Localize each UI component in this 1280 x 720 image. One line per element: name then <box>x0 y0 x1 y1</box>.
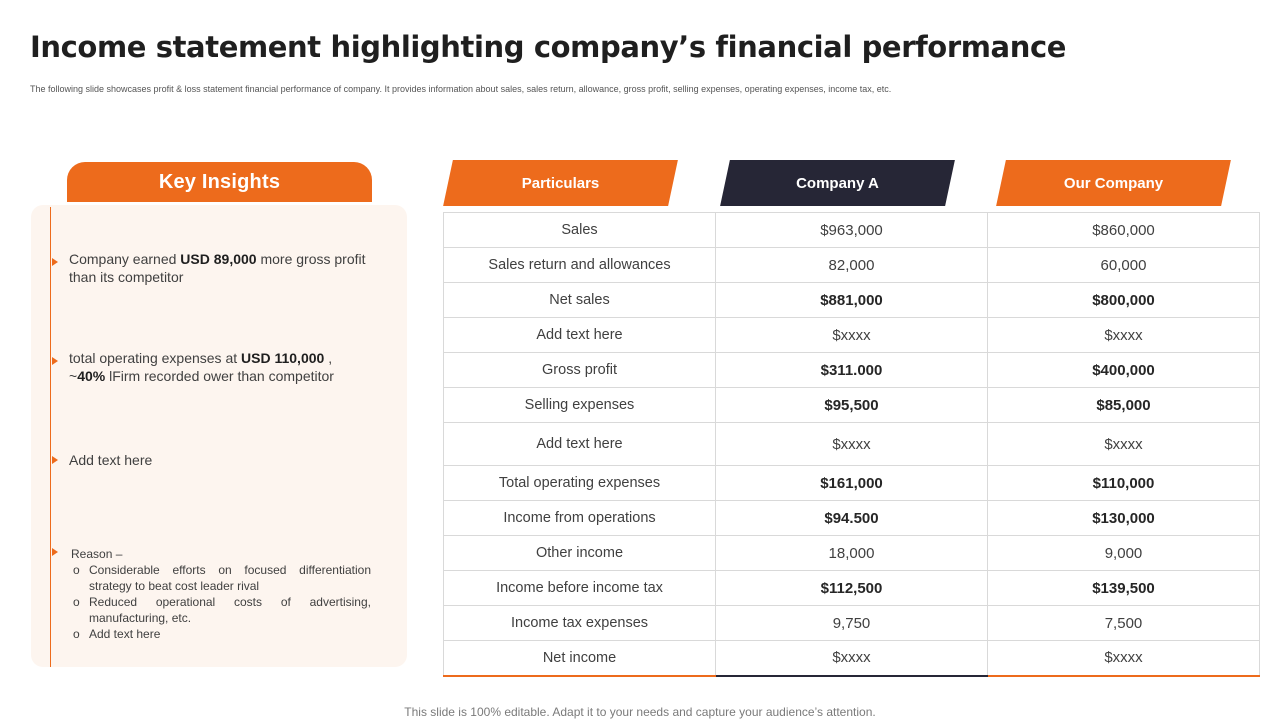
bullet-arrow-icon <box>52 456 58 464</box>
cell-company-a: 82,000 <box>716 248 988 283</box>
table-row <box>444 466 1260 501</box>
bullet-arrow-icon <box>52 258 58 266</box>
table-row <box>444 423 1260 466</box>
cell-company-a: $963,000 <box>716 213 988 248</box>
cell-our-company: $xxxx <box>988 318 1260 353</box>
cell-company-a: 18,000 <box>716 536 988 571</box>
column-header-our-company: Our Company <box>1001 160 1226 206</box>
cell-particular: Sales return and allowances <box>444 248 716 283</box>
cell-our-company: $xxxx <box>988 641 1260 676</box>
cell-particular: Other income <box>444 536 716 571</box>
insights-header-label: Key Insights <box>158 170 281 193</box>
insight-item-1: Company earned USD 89,000 more gross profit than its competitor <box>69 251 366 285</box>
table-row <box>444 318 1260 353</box>
cell-particular: Add text here <box>444 423 716 466</box>
cell-particular: Gross profit <box>444 353 716 388</box>
cell-particular: Add text here <box>444 318 716 353</box>
cell-company-a: $112,500 <box>716 571 988 606</box>
cell-our-company: $860,000 <box>988 213 1260 248</box>
reason-label: Reason – <box>71 547 123 561</box>
footer-note: This slide is 100% editable. Adapt it to your needs and capture your audience’s attention. <box>404 705 876 719</box>
circle-bullet-icon: o <box>73 595 80 609</box>
cell-our-company: $130,000 <box>988 501 1260 536</box>
cell-company-a: 9,750 <box>716 606 988 641</box>
page-title: Income statement highlighting company’s financial performance <box>30 30 1067 64</box>
insight-reason <box>71 546 371 642</box>
cell-our-company: $139,500 <box>988 571 1260 606</box>
cell-particular: Income tax expenses <box>444 606 716 641</box>
circle-bullet-icon: o <box>73 563 80 577</box>
cell-company-a: $94.500 <box>716 501 988 536</box>
cell-our-company: 9,000 <box>988 536 1260 571</box>
insights-divider-line <box>50 207 51 667</box>
cell-particular: Income before income tax <box>444 571 716 606</box>
cell-our-company: $110,000 <box>988 466 1260 501</box>
cell-company-a: $xxxx <box>716 641 988 676</box>
cell-our-company: $400,000 <box>988 353 1260 388</box>
cell-our-company: $800,000 <box>988 283 1260 318</box>
reason-list <box>71 562 371 642</box>
cell-company-a: $95,500 <box>716 388 988 423</box>
insights-header <box>67 162 372 202</box>
cell-our-company: 7,500 <box>988 606 1260 641</box>
income-statement-table <box>443 212 1260 677</box>
cell-company-a: $311.000 <box>716 353 988 388</box>
cell-company-a: $881,000 <box>716 283 988 318</box>
insight-item-2: total operating expenses at USD 110,000 , ~40% lFirm recorded ower than competitor <box>69 350 334 384</box>
cell-our-company: 60,000 <box>988 248 1260 283</box>
circle-bullet-icon: o <box>73 627 80 641</box>
table-row <box>444 606 1260 641</box>
table-row <box>444 641 1260 676</box>
insight-item-3: Add text here <box>69 452 153 468</box>
cell-particular: Selling expenses <box>444 388 716 423</box>
bullet-arrow-icon <box>52 548 58 556</box>
list-item: o Add text here <box>73 627 161 641</box>
table-row <box>444 571 1260 606</box>
cell-company-a: $161,000 <box>716 466 988 501</box>
table-row <box>444 536 1260 571</box>
table-row <box>444 248 1260 283</box>
list-item: o Considerable efforts on focused differentiation strategy to beat cost leader rival <box>73 563 371 593</box>
cell-particular: Sales <box>444 213 716 248</box>
cell-particular: Net income <box>444 641 716 676</box>
table-row <box>444 213 1260 248</box>
cell-particular: Income from operations <box>444 501 716 536</box>
table-row <box>444 501 1260 536</box>
cell-company-a: $xxxx <box>716 318 988 353</box>
list-item: o Reduced operational costs of advertising, manufacturing, etc. <box>73 595 371 625</box>
cell-our-company: $xxxx <box>988 423 1260 466</box>
cell-our-company: $85,000 <box>988 388 1260 423</box>
table-row <box>444 388 1260 423</box>
column-header-company-a: Company A <box>725 160 950 206</box>
column-header-particulars: Particulars <box>448 160 673 206</box>
cell-particular: Net sales <box>444 283 716 318</box>
table-row <box>444 353 1260 388</box>
bullet-arrow-icon <box>52 357 58 365</box>
cell-particular: Total operating expenses <box>444 466 716 501</box>
page-subtitle: The following slide showcases profit & loss statement financial performance of company. It provides information about sales, sales return, allowance, gross profit, selling expenses, operating expenses, income tax, etc. <box>30 84 892 94</box>
cell-company-a: $xxxx <box>716 423 988 466</box>
table-row <box>444 283 1260 318</box>
